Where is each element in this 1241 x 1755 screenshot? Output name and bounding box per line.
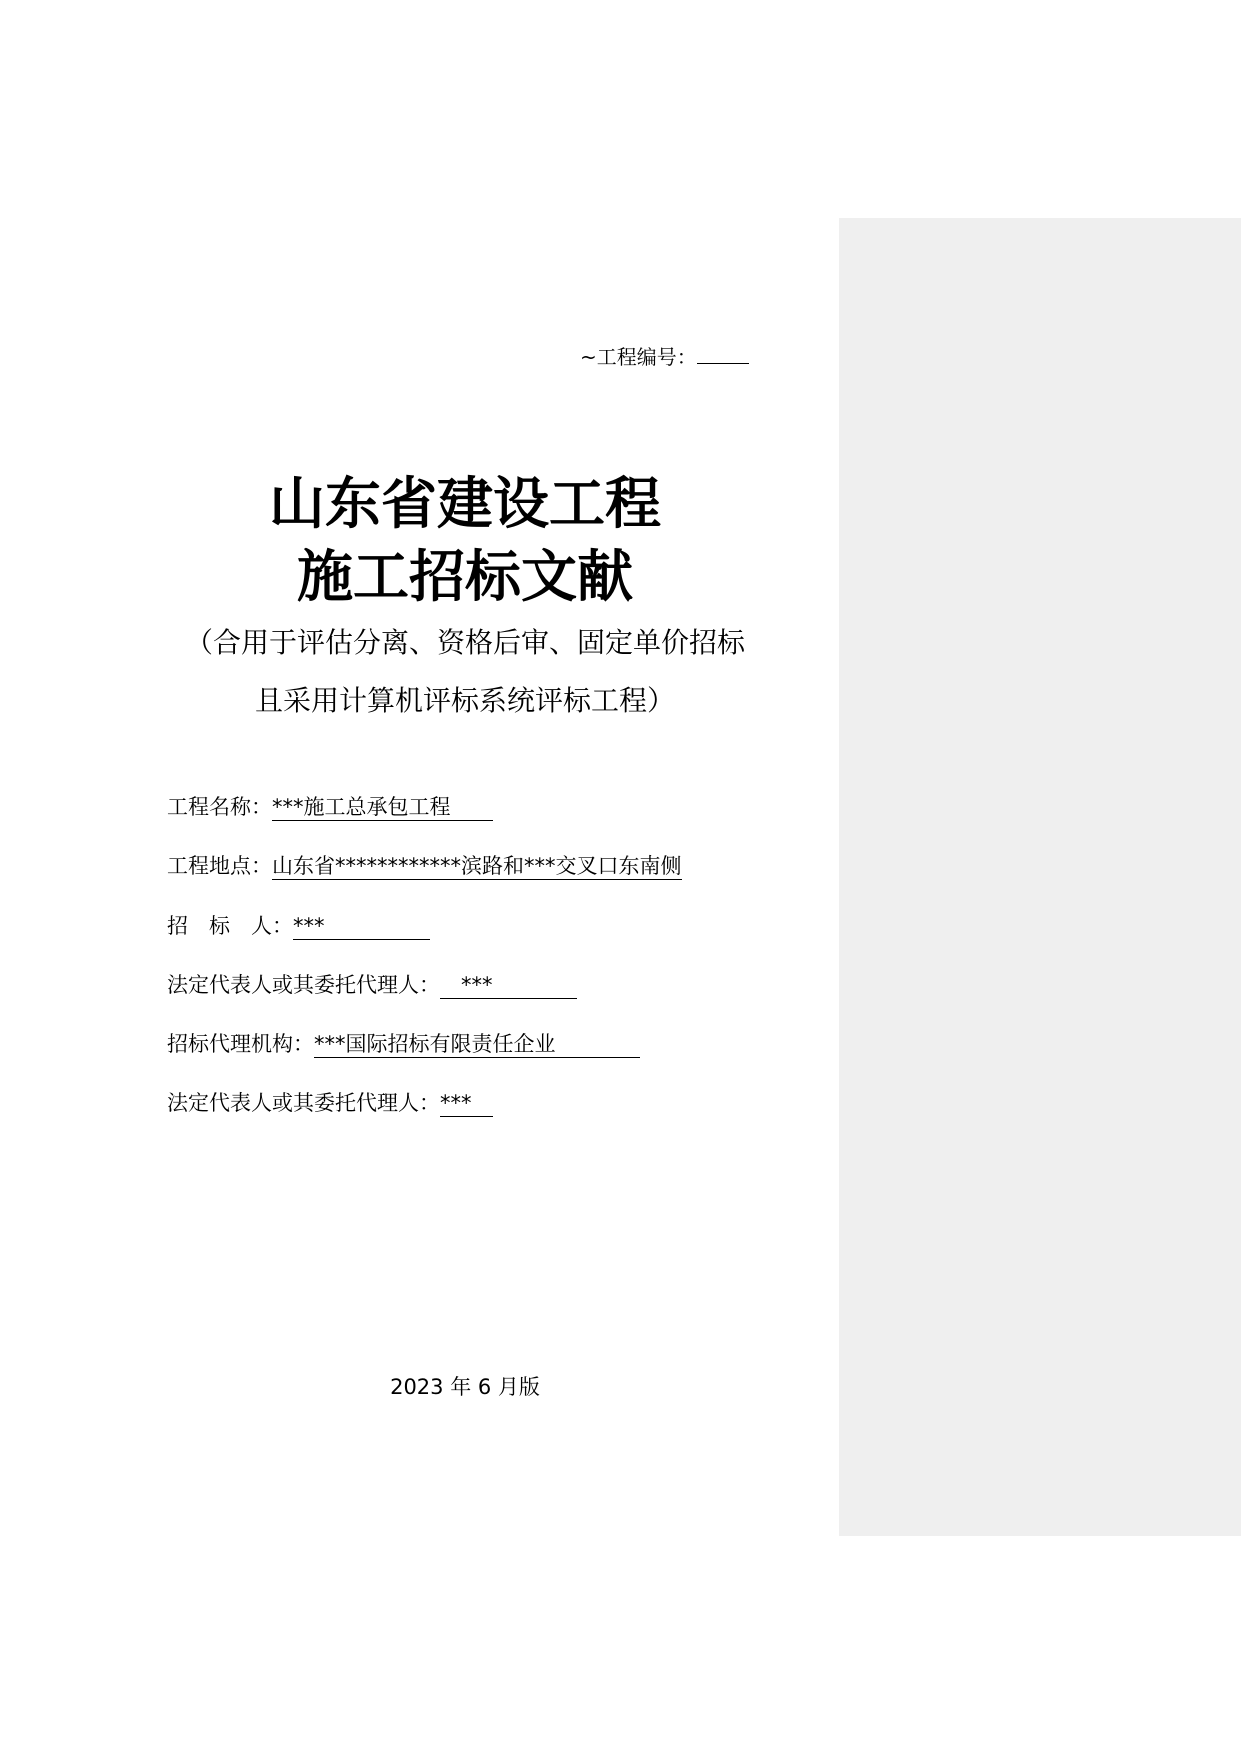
field-tenderer-representative: [167, 970, 577, 1000]
edition-date: 2023 年 6 月版: [390, 1375, 540, 1399]
field-label: 工程地点：: [167, 854, 272, 878]
field-value: ***国际招标有限责任企业: [314, 1032, 640, 1056]
field-value: ***: [440, 1091, 493, 1115]
field-label: 招标代理机构：: [167, 1032, 314, 1056]
field-value: ***施工总承包工程: [272, 795, 493, 819]
field-tenderer: [167, 911, 430, 941]
field-tender-agency: [167, 1029, 640, 1059]
field-project-name: [167, 792, 493, 822]
field-value: ***: [440, 973, 577, 997]
comment-margin-panel: [839, 218, 1241, 1536]
document-subtitle-line-2: 且采用计算机评标系统评标工程）: [254, 684, 675, 717]
document-title-line-1: 山东省建设工程: [269, 472, 661, 537]
document-subtitle-line-1: （合用于评估分离、资格后审、固定单价招标: [184, 626, 745, 659]
field-project-location: [167, 851, 682, 881]
field-label: 法定代表人或其委托代理人：: [167, 973, 440, 997]
field-label: 工程名称：: [167, 795, 272, 819]
field-agency-representative: [167, 1088, 493, 1118]
field-value: 山东省************滨路和***交叉口东南侧: [272, 854, 682, 878]
field-value: ***: [293, 914, 430, 938]
project-number: [580, 343, 749, 371]
project-number-blank: [697, 343, 749, 364]
field-label: 招 标 人：: [167, 914, 293, 938]
project-number-label: ~工程编号：: [580, 345, 697, 369]
field-label: 法定代表人或其委托代理人：: [167, 1091, 440, 1115]
document-title-line-2: 施工招标文献: [297, 545, 633, 610]
